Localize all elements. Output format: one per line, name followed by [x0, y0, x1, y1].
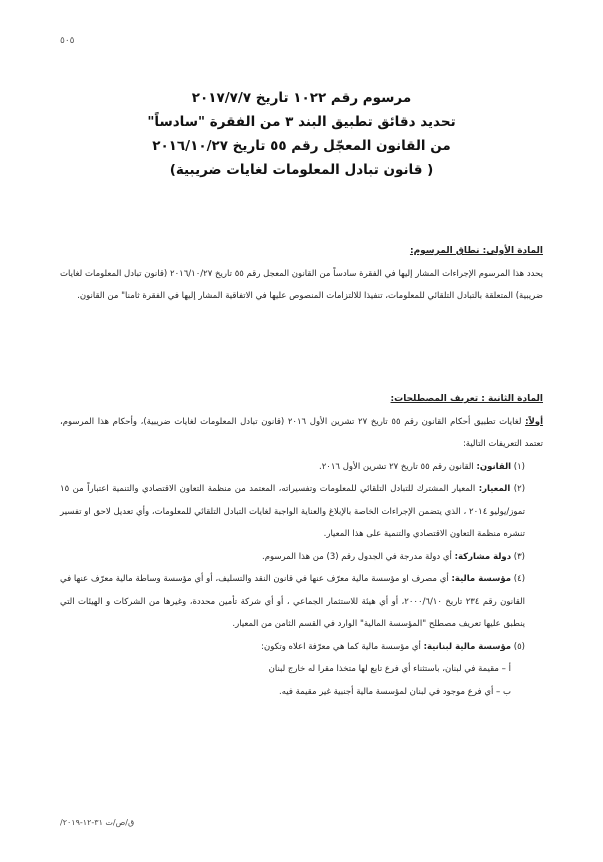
item-text: المعيار المشترك للتبادل التلقائي للمعلومات وتفسيراته، المعتمد من منظمة التعاون الاقتصادي والتنمية اعتباراً من ١٥ تموز/يوليو ٢٠١٤ ، الذي يتضمن الإجراءات الخاصة بالإبلاغ والعناية الواجبة لغايات التبادل التلقائي للمعلومات، وأي تعديل لاحق او تفسير تنشره منظمة التعاون الاقتصادي والتنمية على هذا المعيار.: [60, 484, 525, 539]
title-line-2: تحديد دقائق تطبيق البند ٣ من الفقرة "سادساً": [147, 114, 456, 130]
article-1: [60, 240, 543, 308]
item-text: أي دولة مدرجة في الجدول رقم (3) من هذا المرسوم.: [262, 551, 452, 562]
article-1-text: يحدد هذا المرسوم الإجراءات المشار إليها في الفقرة سادساً من القانون المعجل رقم ٥٥ تاريخ ٢٠١٦/١٠/٢٧ (قانون تبادل المعلومات لغايات ضريبية) المتعلقة بالتبادل التلقائي للمعلومات، تنفيذا للالتزامات المنصوص عليها في الاتفاقية المشار إليها في الفقرة ثامنا" من القانون.: [60, 268, 543, 301]
page-number: ٥٠٥: [60, 36, 75, 46]
decree-title: [0, 86, 603, 182]
item-text: القانون رقم ٥٥ تاريخ ٢٧ تشرين الأول ٢٠١٦.: [319, 461, 474, 472]
item-term: المعيار:: [478, 484, 511, 494]
sub-item: ب – أي فرع موجود في لبنان لمؤسسة مالية أجنبية غير مقيمة فيه.: [279, 686, 511, 697]
item-number: (٥): [513, 641, 525, 652]
definition-item: [60, 568, 543, 636]
article-2-intro: [60, 411, 543, 456]
item-text: أي مصرف او مؤسسة مالية معرّف عنها في قانون النقد والتسليف، أو أي مؤسسة وساطة مالية معرّف عنها في القانون رقم ٢٣٤ تاريخ ٢٠٠٠/٦/١٠، أو أي هيئة للاستثمار الجماعي ، أو أي شركة تأمين محددة، وغيرها من الشركات و الهيئات التي ينطبق عليها تعريف مصطلح "المؤسسة المالية" الوارد في القسم الثامن من المعيار.: [60, 574, 525, 629]
definition-item: [60, 546, 543, 569]
definition-item: [60, 478, 543, 546]
article-1-heading: المادة الأولى: نطاق المرسوم:: [409, 246, 543, 256]
sub-item: أ – مقيمة في لبنان، باستثناء أي فرع تابع لها متخذا مقرا له خارج لبنان: [268, 664, 511, 674]
item-term: القانون:: [476, 461, 512, 472]
first-label: أولاً:: [525, 416, 544, 427]
definition-item: [60, 636, 543, 659]
item-term: مؤسسة مالية لبنانية:: [423, 641, 512, 652]
item-number: (١): [513, 461, 525, 472]
title-line-1: مرسوم رقم ١٠٢٢ تاريخ ٢٠١٧/٧/٧: [191, 90, 412, 106]
item-number: (٤): [513, 574, 526, 584]
footer-reference: ق/ص/ت ٣١-١٢-٢٠١٩/: [60, 818, 135, 827]
article-2: [60, 388, 543, 703]
first-text: لغايات تطبيق أحكام القانون رقم ٥٥ تاريخ ٢٧ تشرين الأول ٢٠١٦ (قانون تبادل المعلومات لغايات ضريبية)، وأحكام هذا المرسوم، تعتمد التعريفات التالية:: [60, 416, 543, 449]
item-number: (٢): [513, 484, 526, 494]
definition-item: [60, 456, 543, 479]
item-text: أي مؤسسة مالية كما هي معرّفة اعلاه وتكون:: [261, 641, 421, 652]
title-line-4: ( قانون تبادل المعلومات لغايات ضريبية): [169, 162, 434, 178]
item-number: (٣): [513, 551, 525, 562]
item-term: دولة مشاركة:: [454, 551, 512, 562]
article-2-heading: المادة الثانية : تعريف المصطلحات:: [390, 394, 543, 404]
title-line-3: من القانون المعجّل رقم ٥٥ تاريخ ٢٠١٦/١٠/٢٧: [152, 138, 451, 154]
item-term: مؤسسة مالية:: [451, 574, 511, 584]
